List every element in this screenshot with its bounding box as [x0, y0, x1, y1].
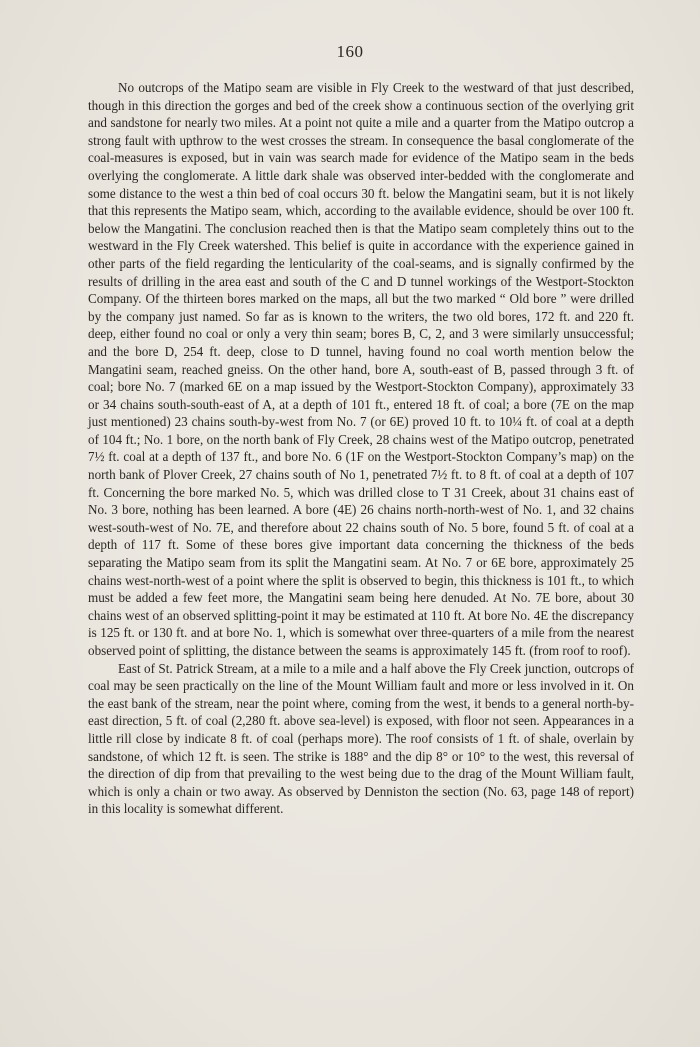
paragraph-2: East of St. Patrick Stream, at a mile to a mile and a half above the Fly Creek junction, outcrops of coal may be seen practically on the line of the Mount William fault and more or less involved in it. On the east bank of the stream, near the point where, coming from the west, it bends to a general north-by-east direction, 5 ft. of coal (2,280 ft. above sea-level) is exposed, with floor not seen. Appearances in a little rill close by indicate 8 ft. of coal (perhaps more). The roof consists of 1 ft. of shale, overlain by sandstone, of which 12 ft. is seen. The strike is 188° and the dip 8° or 10° to the west, this reversal of the direction of dip from that prevailing to the west being due to the drag of the Mount William fault, which is only a chain or two away. As observed by Denniston the section (No. 63, page 148 of report) in this locality is somewhat different. — [88, 660, 634, 817]
body-text — [88, 79, 634, 818]
page-number: 160 — [336, 42, 364, 61]
paragraph-1: No outcrops of the Matipo seam are visible in Fly Creek to the westward of that just described, though in this direction the gorges and bed of the creek show a continuous section of the overlying grit and sandstone for nearly two miles. At a point not quite a mile and a quarter from the Matipo outcrop a strong fault with upthrow to the west crosses the stream. In consequence the basal conglomerate of the coal-measures is exposed, but in vain was search made for evidence of the Matipo seam in the beds overlying the conglomerate. A little dark shale was observed inter-bedded with the conglomerate and some distance to the west a thin bed of coal occurs 30 ft. below the Mangatini seam, but it is not likely that this represents the Matipo seam, which, according to the available evidence, should be over 100 ft. below the Mangatini. The conclusion reached then is that the Matipo seam completely thins out to the westward in the Fly Creek watershed. This belief is quite in accordance with the experience gained in other parts of the field regarding the lenticularity of the coal-seams, and is signally confirmed by the results of drilling in the area east and south of the C and D tunnel workings of the Westport-Stockton Company. Of the thirteen bores marked on the maps, all but the two marked “ Old bore ” were drilled by the company just named. So far as is known to the writers, the two old bores, 172 ft. and 220 ft. deep, either found no coal or only a very thin seam; bores B, C, 2, and 3 were similarly unsuccessful; and the bore D, 254 ft. deep, close to D tunnel, having found no coal worth mention below the Mangatini seam, reached gneiss. On the other hand, bore A, south-east of B, passed through 3 ft. of coal; bore No. 7 (marked 6E on a map issued by the Westport-Stockton Company), approximately 33 or 34 chains south-south-east of A, at a depth of 101 ft., entered 18 ft. of coal; a bore (7E on the map just mentioned) 23 chains south-by-west from No. 7 (or 6E) proved 10 ft. to 10¼ ft. of coal at a depth of 104 ft.; No. 1 bore, on the north bank of Fly Creek, 28 chains west of the Matipo outcrop, penetrated 7½ ft. coal at a depth of 137 ft., and bore No. 6 (1F on the Westport-Stockton Company’s map) on the north bank of Plover Creek, 27 chains south of No 1, penetrated 7½ ft. to 8 ft. of coal at a depth of 107 ft. Concerning the bore marked No. 5, which was drilled close to T 31 Creek, about 31 chains east of No. 3 bore, nothing has been learned. A bore (4E) 26 chains north-north-west of No. 1, and 32 chains west-south-west of No. 7E, and therefore about 22 chains south of No. 5 bore, found 5 ft. of coal at a depth of 117 ft. Some of these bores give important data concerning the thickness of the beds separating the Matipo seam from its split the Mangatini seam. At No. 7 or 6E bore, approximately 25 chains west-north-west of a point where the split is observed to begin, this thickness is 101 ft., to which must be added a few feet more, the Mangatini seam being here denuded. At No. 7E bore, about 30 chains west of an observed splitting-point it may be estimated at 110 ft. At bore No. 4E the discrepancy is 125 ft. or 130 ft. and at bore No. 1, which is somewhat over three-quarters of a mile from the nearest observed point of splitting, the distance between the seams is approximately 145 ft. (from roof to roof). — [88, 80, 634, 658]
